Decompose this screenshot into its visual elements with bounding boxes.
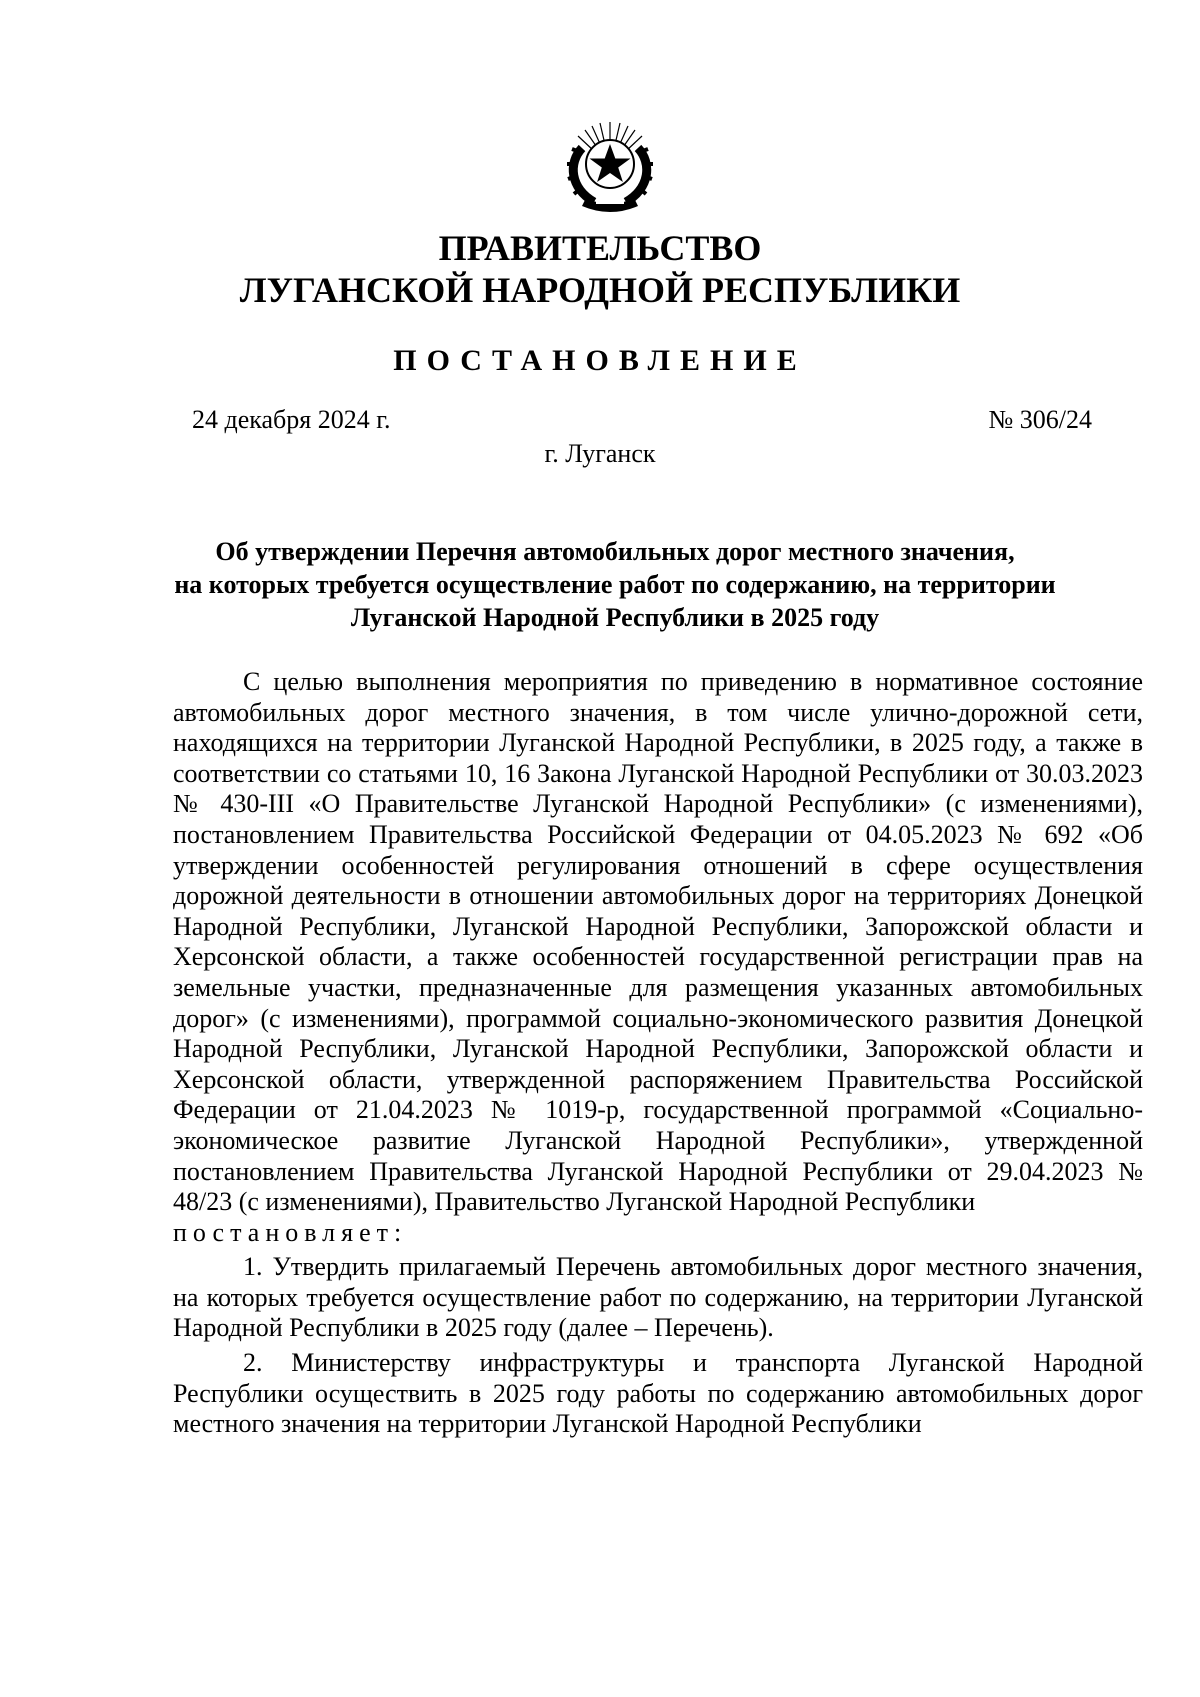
decree-title-line-3: Луганской Народной Республики в 2025 году [350, 603, 880, 632]
decree-body [173, 667, 1143, 1440]
decree-title-line-1: Об утверждении Перечня автомобильных дорог местного значения, [215, 537, 1015, 566]
decree-title [150, 535, 1080, 634]
decree-city: г. Луганск [544, 439, 656, 468]
decree-date: 24 декабря 2024 г. [192, 405, 391, 434]
government-header-line-1: ПРАВИТЕЛЬСТВО [438, 228, 762, 268]
decree-number: № 306/24 [988, 405, 1092, 434]
preamble-paragraph: С целью выполнения мероприятия по приведению в нормативное состояние автомобильных дорог местного значения, в том числе улично-дорожной сети, находящихся на территории Луганской Народной Республики, в 2025 году, а также в соответствии со статьями 10, 16 Закона Луганской Народной Республики от 30.03.2023 № 430-III «О Правительстве Луганской Народной Республики» (с изменениями), постановлением Правительства Российской Федерации от 04.05.2023 № 692 «Об утверждении особенностей регулирования отношений в сфере осуществления дорожной деятельности в отношении автомобильных дорог на территориях Донецкой Народной Республики, Луганской Народной Республики, Запорожской области и Херсонской области, а также особенностей государственной регистрации прав на земельные участки, предназначенные для размещения указанных автомобильных дорог» (с изменениями), программой социально-экономического развития Донецкой Народной Республики, Луганской Народной Республики, Запорожской области и Херсонской области, утвержденной распоряжением Правительства Российской Федерации от 21.04.2023 № 1019-р, государственной программой «Социально-экономическое развитие Луганской Народной Республики», утвержденной постановлением Правительства Луганской Народной Республики от 29.04.2023 № 48/23 (с изменениями), Правительство Луганской Народной Республики [173, 667, 1143, 1217]
decree-item-2: 2. Министерству инфраструктуры и транспорта Луганской Народной Республики осуществить в 2025 году работы по содержанию автомобильных дорог местного значения на территории Луганской Народной Республики [173, 1348, 1143, 1439]
decree-type: ПОСТАНОВЛЕНИЕ [393, 344, 807, 377]
decree-item-1: 1. Утвердить прилагаемый Перечень автомобильных дорог местного значения, на которых требуется осуществление работ по содержанию, на территории Луганской Народной Республики в 2025 году (далее – Перечень). [173, 1252, 1143, 1343]
decides-word: постановляет: [173, 1217, 408, 1247]
government-header-line-2: ЛУГАНСКОЙ НАРОДНОЙ РЕСПУБЛИКИ [239, 270, 961, 310]
decree-title-line-2: на которых требуется осуществление работ по содержанию, на территории [174, 570, 1056, 599]
government-header [0, 227, 1200, 311]
coat-of-arms-icon [560, 118, 660, 216]
